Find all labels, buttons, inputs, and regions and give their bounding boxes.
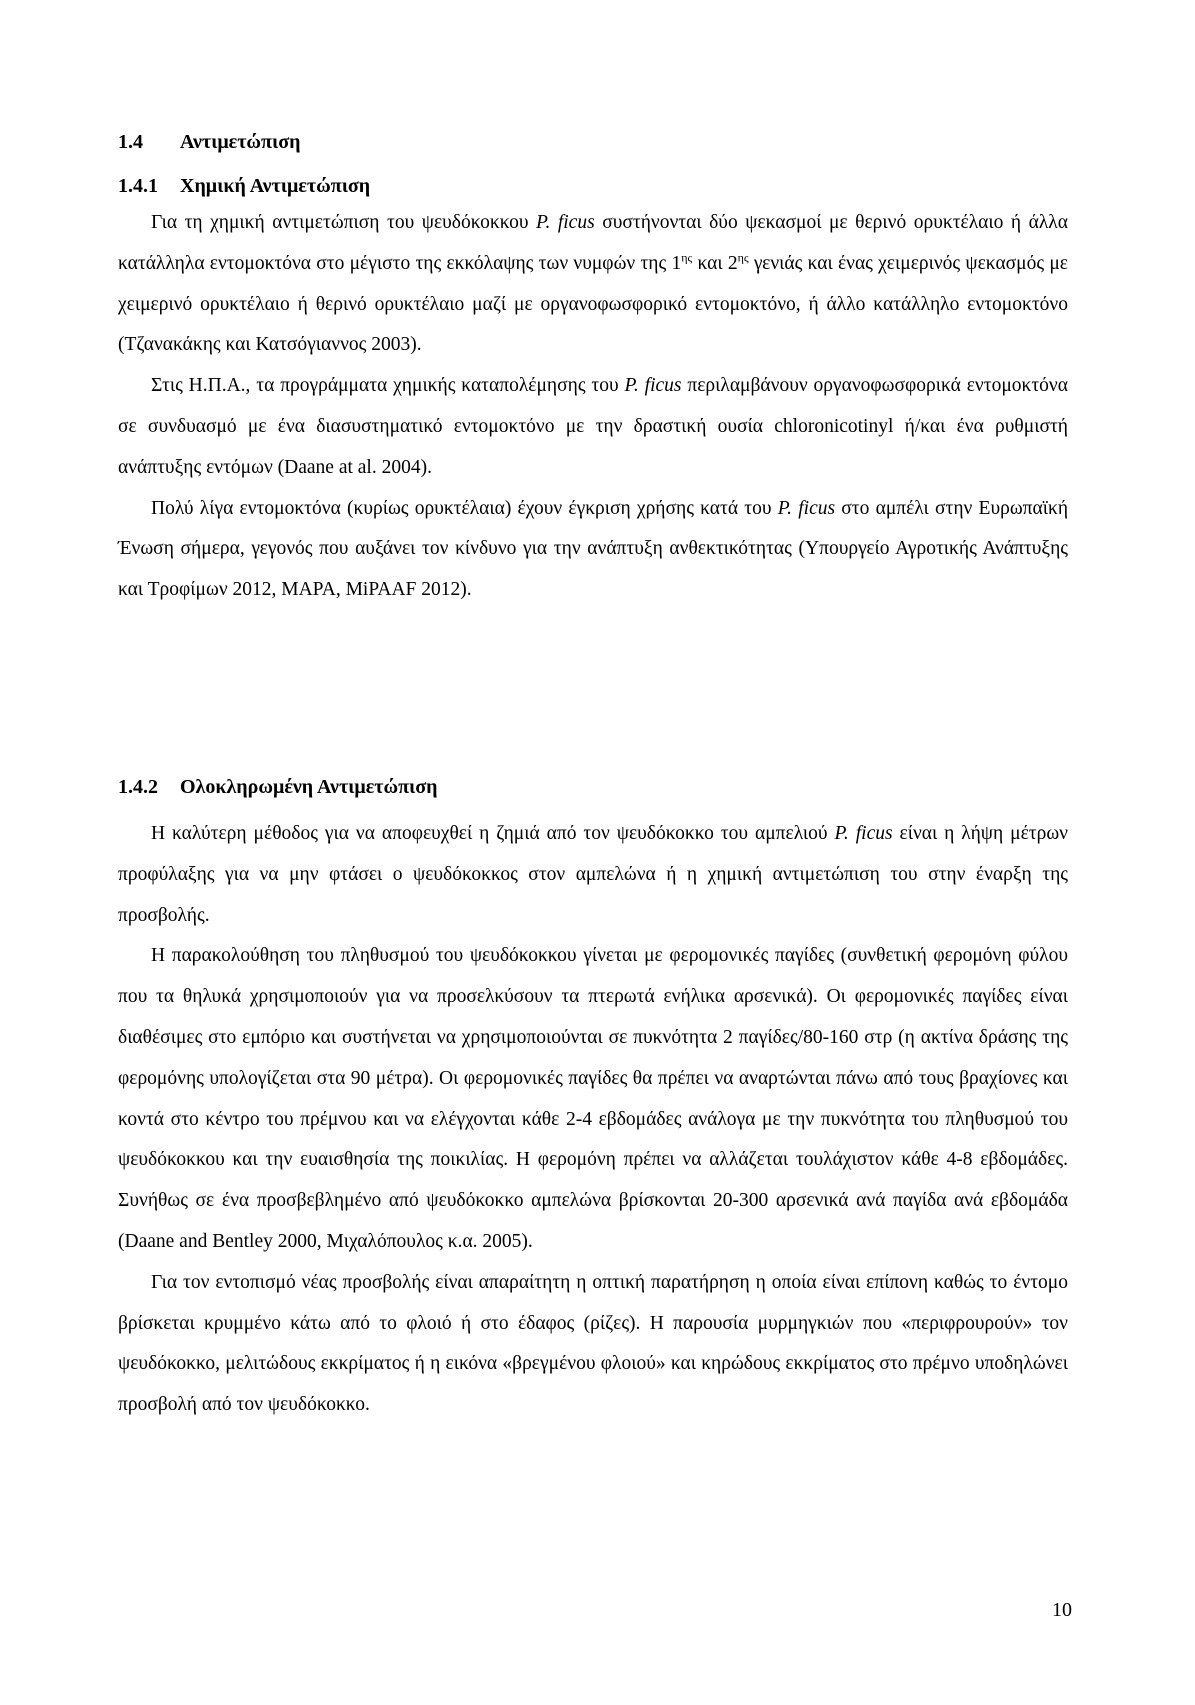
- text-run: Πολύ λίγα εντομοκτόνα (κυρίως ορυκτέλαια) έχουν έγκριση χρήσης κατά του: [151, 497, 778, 519]
- text-run: γενιάς και ένας χειμερινός ψεκασμός με χειμερινό ορυκτέλαιο ή θερινό ορυκτέλαιο μαζί με οργανοφωσφορικό εντομοκτόνο, ή άλλο κατάλληλο εντομοκτόνο (Τζανακάκης και Κατσόγιαννος 2003).: [118, 252, 1068, 356]
- text-run: Στις Η.Π.Α., τα προγράμματα χημικής καταπολέμησης του: [151, 375, 625, 397]
- species-name: P. ficus: [777, 497, 836, 519]
- section-title: Αντιμετώπιση: [180, 131, 301, 153]
- text-run: περιλαμβάνουν οργανοφωσφορικά εντομοκτόνα σε συνδυασμό με ένα διασυστηματικό εντομοκτόνο με την δραστική ουσία chloronicotinyl ή/και ένα ρυθμιστή ανάπτυξης εντόμων (Daane at al. 2004).: [118, 375, 1068, 478]
- paragraph: [118, 366, 1068, 488]
- section-title: Χημική Αντιμετώπιση: [180, 175, 371, 197]
- paragraph: Για τον εντοπισμό νέας προσβολής είναι απαραίτητη η οπτική παρατήρηση η οποία είναι επίπονη καθώς το έντομο βρίσκεται κρυμμένο κάτω από το φλοιό ή στο έδαφος (ρίζες). Η παρουσία μυρμηγκιών που «περιφρουρούν» τον ψευδόκοκκο, μελιτώδους εκκρίματος ή η εικόνα «βρεγμένου φλοιού» και κηρώδους εκκρίματος στο πρέμνο υποδηλώνει προσβολή από τον ψευδόκοκκο.: [118, 1271, 1068, 1416]
- text-run: και 2: [692, 252, 738, 274]
- page-number: 10: [1052, 1599, 1072, 1621]
- section-heading-1-4-2: [118, 775, 438, 799]
- superscript: ης: [737, 250, 749, 265]
- species-name: P. ficus: [536, 212, 595, 233]
- section-1-4-1-body: [118, 203, 1068, 611]
- text-run: Η καλύτερη μέθοδος για να αποφευχθεί η ζημιά από τον ψευδόκοκκο του αμπελιού: [151, 823, 835, 844]
- section-number: 1.4: [118, 131, 143, 153]
- section-number: 1.4.1: [118, 175, 158, 197]
- section-1-4-2-body: [118, 814, 1068, 1426]
- species-name: P. ficus: [834, 823, 893, 844]
- species-name: P. ficus: [624, 375, 682, 397]
- text-run: Για τη χημική αντιμετώπιση του ψευδόκοκκου: [151, 212, 537, 233]
- paragraph: [118, 203, 1068, 366]
- section-heading-1-4-1: [118, 174, 370, 198]
- paragraph: [118, 489, 1068, 611]
- paragraph: [118, 814, 1068, 936]
- section-number: 1.4.2: [118, 776, 158, 798]
- paragraph: Η παρακολούθηση του πληθυσμού του ψευδόκοκκου γίνεται με φερομονικές παγίδες (συνθετική φερομόνη φύλου που τα θηλυκά χρησιμοποιούν για να προσελκύσουν τα πτερωτά ενήλικα αρσενικά). Οι φερομονικές παγίδες είναι διαθέσιμες στο εμπόριο και συστήνεται να χρησιμοποιούνται σε πυκνότητα 2 παγίδες/80-160 στρ (η ακτίνα δράσης της φερομόνης υπολογίζεται στα 90 μέτρα). Οι φερομονικές παγίδες θα πρέπει να αναρτώνται πάνω από τους βραχίονες και κοντά στο κέντρο του πρέμνου και να ελέγχονται κάθε 2-4 εβδομάδες ανάλογα με την πυκνότητα του πληθυσμού του ψευδόκοκκου και την ευαισθησία της ποικιλίας. Η φερομόνη πρέπει να αλλάζεται τουλάχιστον κάθε 4-8 εβδομάδες. Συνήθως σε ένα προσβεβλημένο από ψευδόκοκκο αμπελώνα βρίσκονται 20-300 αρσενικά ανά παγίδα ανά εβδομάδα (Daane and Bentley 2000, Μιχαλόπουλος κ.α. 2005).: [118, 945, 1068, 1252]
- superscript: ης: [681, 250, 693, 265]
- text-run: είναι η λήψη μέτρων προφύλαξης για να μην φτάσει ο ψευδόκοκκος στον αμπελώνα ή η χημική αντιμετώπιση του στην έναρξη της προσβολής.: [118, 823, 1068, 926]
- text-run: συστήνονται δύο ψεκασμοί με θερινό ορυκτέλαιο ή άλλα κατάλληλα εντομοκτόνα στο μέγιστο της εκκόλαψης των νυμφών της 1: [118, 212, 1068, 274]
- section-title: Ολοκληρωμένη Αντιμετώπιση: [180, 776, 438, 798]
- text-run: στο αμπέλι στην Ευρωπαϊκή Ένωση σήμερα, γεγονός που αυξάνει τον κίνδυνο για την ανάπτυξη ανθεκτικότητας (Υπουργείο Αγροτικής Ανάπτυξης και Τροφίμων 2012, MAPA, MiPAAF 2012).: [118, 497, 1069, 601]
- section-heading-1-4: [118, 130, 300, 154]
